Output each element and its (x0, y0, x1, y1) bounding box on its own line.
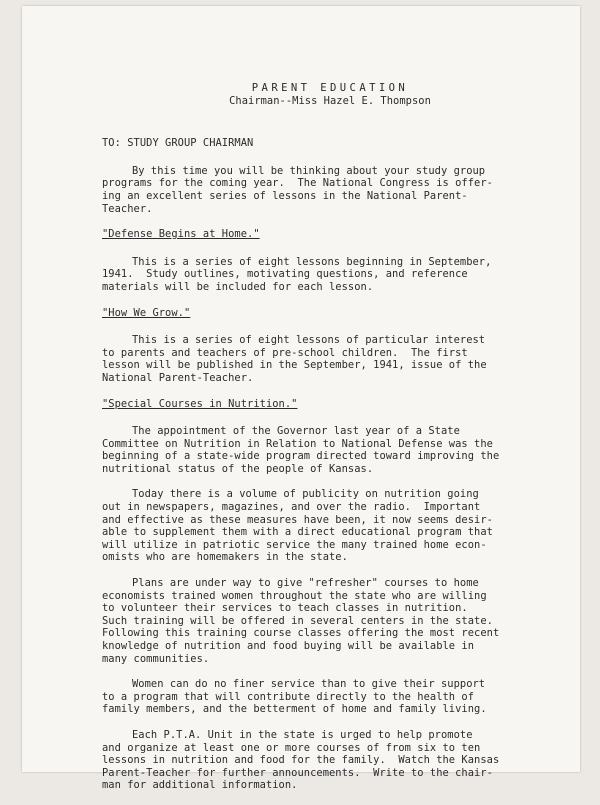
text-line: and organize at least one or more courses of from six to ten (102, 741, 481, 754)
text-line: man for additional information. (102, 779, 298, 792)
section-heading-nutrition: "Special Courses in Nutrition." (102, 397, 298, 410)
text-line: Following this training course classes offering the most recent (102, 627, 500, 640)
text-line: economists trained women throughout the state who are willing (102, 589, 487, 602)
section-paragraph-how-we-grow (102, 334, 542, 384)
document-page (22, 6, 580, 792)
text-line: This is a series of eight lessons beginning in September, (132, 255, 492, 268)
text-line: lesson will be published in the September, 1941, issue of the (102, 359, 487, 372)
text-line: By this time you will be thinking about your study group (132, 164, 486, 177)
text-line: and effective as these measures have been, it now seems desir- (102, 513, 493, 526)
text-line: nutritional status of the people of Kansas. (102, 462, 374, 475)
text-line: to volunteer their services to teach classes in nutrition. (102, 602, 468, 615)
text-line: This is a series of eight lessons of particular interest (132, 334, 486, 347)
text-line: The appointment of the Governor last year of a State (132, 425, 460, 438)
text-line: Such training will be offered in several centers in the state. (102, 614, 493, 627)
intro-paragraph (102, 165, 542, 215)
text-line: will utilize in patriotic service the many trained home econ- (102, 538, 487, 551)
nutrition-paragraph-3 (102, 577, 542, 665)
text-line: many communities. (102, 652, 210, 665)
text-line: able to supplement them with a direct educational program that (102, 526, 493, 539)
text-line: to a program that will contribute directly to the health of (102, 690, 475, 703)
text-line: Plans are under way to give "refresher" courses to home (132, 577, 479, 590)
document-body (102, 82, 542, 805)
text-line: Committee on Nutrition in Relation to National Defense was the (102, 437, 493, 450)
text-line: programs for the coming year. The National Congress is offer- (102, 177, 493, 190)
text-line: family members, and the betterment of home and family living. (102, 703, 487, 716)
text-line: Parent-Teacher for further announcements. Write to the chair- (102, 766, 493, 779)
text-line: to parents and teachers of pre-school children. The first (102, 346, 468, 359)
text-line: Teacher. (102, 202, 153, 215)
text-line: ing an excellent series of lessons in the National Parent- (102, 189, 468, 202)
nutrition-paragraph-4 (102, 678, 542, 716)
text-line: lessons in nutrition and food for the family. Watch the Kansas (102, 754, 500, 767)
text-line: materials will be included for each lesson. (102, 280, 374, 293)
text-line: National Parent-Teacher. (102, 371, 254, 384)
text-line: 1941. Study outlines, motivating questions, and reference (102, 268, 468, 281)
section-paragraph-defense (102, 256, 542, 294)
text-line: out in newspapers, magazines, and over the radio. Important (102, 501, 481, 514)
addressee-line: TO: STUDY GROUP CHAIRMAN (102, 137, 254, 150)
text-line: Women can do no finer service than to give their support (132, 678, 486, 691)
text-line: Today there is a volume of publicity on nutrition going (132, 488, 479, 501)
section-heading-how-we-grow: "How We Grow." (102, 306, 191, 319)
text-line: knowledge of nutrition and food buying will be available in (102, 640, 475, 652)
text-line: Each P.T.A. Unit in the state is urged to help promote (132, 728, 473, 741)
text-line: beginning of a state-wide program directed toward improving the (102, 450, 500, 463)
text-line: omists who are homemakers in the state. (102, 551, 348, 564)
nutrition-paragraph-1 (102, 425, 542, 475)
nutrition-paragraph-2 (102, 488, 542, 564)
section-heading-defense: "Defense Begins at Home." (102, 228, 260, 241)
document-title: PARENT EDUCATION (251, 82, 409, 94)
nutrition-paragraph-5 (102, 729, 542, 792)
chairman-line: Chairman--Miss Hazel E. Thompson (229, 94, 431, 107)
document-header (118, 82, 542, 107)
